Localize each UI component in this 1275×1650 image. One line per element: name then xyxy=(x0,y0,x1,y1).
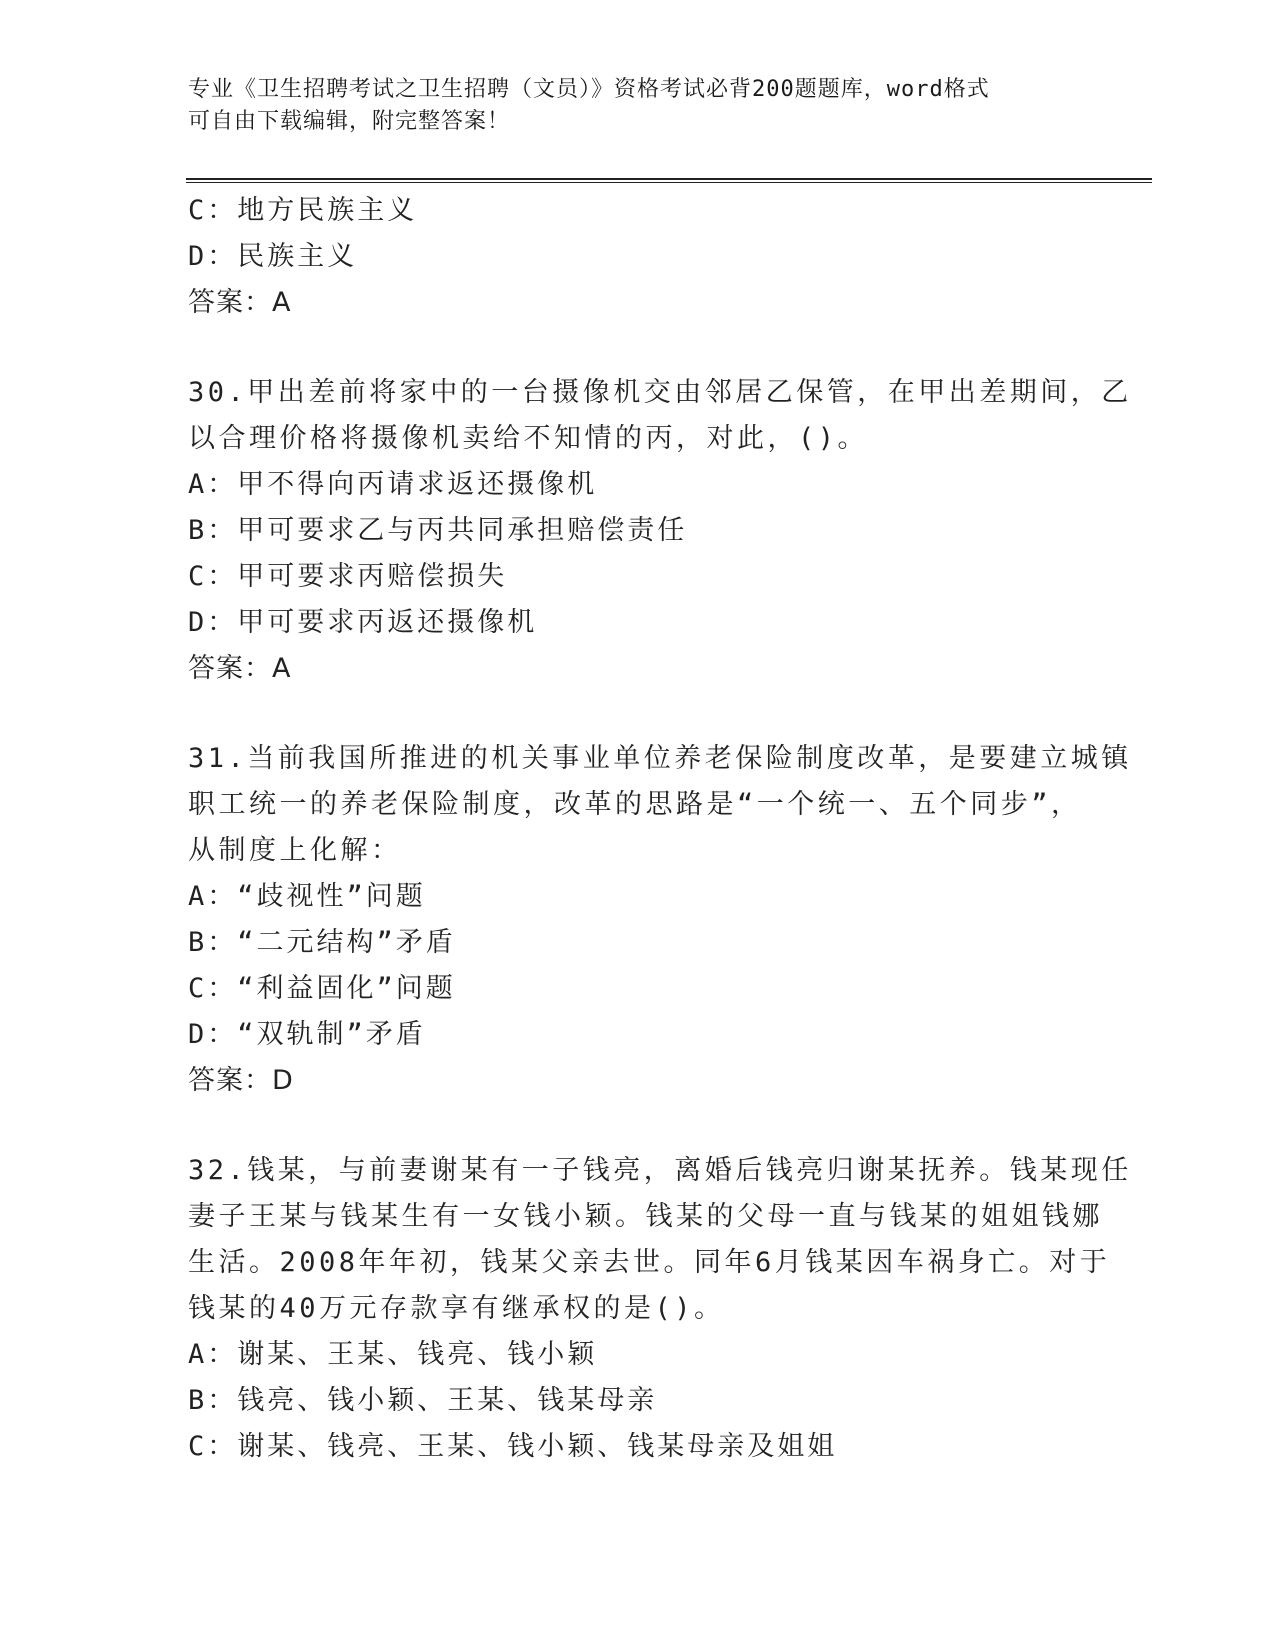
question-text xyxy=(188,1148,1132,1332)
question-text-line: 以合理价格将摄像机卖给不知情的丙，对此，()。 xyxy=(188,423,869,454)
header-line-2: 可自由下载编辑，附完整答案！ xyxy=(188,109,511,134)
question-text-line: 生活。2008年年初，钱某父亲去世。同年6月钱某因车祸身亡。对于 xyxy=(188,1247,1111,1278)
question-text-line: 妻子王某与钱某生有一女钱小颖。钱某的父母一直与钱某的姐姐钱娜 xyxy=(188,1201,1103,1232)
option-a: A：“歧视性”问题 xyxy=(188,881,426,912)
answer: 答案：A xyxy=(188,653,292,684)
question-31 xyxy=(188,736,1132,1104)
option-c: C：谢某、钱亮、王某、钱小颖、钱某母亲及姐姐 xyxy=(188,1431,838,1462)
question-text xyxy=(188,736,1132,874)
option-b: B：甲可要求乙与丙共同承担赔偿责任 xyxy=(188,515,688,546)
answer: 答案：A xyxy=(188,287,292,318)
question-text xyxy=(188,370,1132,462)
header-line-1: 专业《卫生招聘考试之卫生招聘（文员）》资格考试必背200题题库，word格式 xyxy=(188,77,990,102)
answer: 答案：D xyxy=(188,1065,294,1096)
question-text-line: 32.钱某，与前妻谢某有一子钱亮，离婚后钱亮归谢某抚养。钱某现任 xyxy=(188,1155,1132,1186)
option-c: C：甲可要求丙赔偿损失 xyxy=(188,561,508,592)
option-d: D：民族主义 xyxy=(188,241,358,272)
question-text-line: 钱某的40万元存款享有继承权的是()。 xyxy=(188,1293,725,1324)
header-divider xyxy=(186,178,1152,183)
page-header xyxy=(188,74,1068,138)
question-list xyxy=(188,188,1132,1470)
question-text-line: 30.甲出差前将家中的一台摄像机交由邻居乙保管，在甲出差期间，乙 xyxy=(188,377,1132,408)
question-29-continued xyxy=(188,188,1088,326)
option-c: C：地方民族主义 xyxy=(188,195,418,226)
question-text-line: 职工统一的养老保险制度，改革的思路是“一个统一、五个同步”， xyxy=(188,789,1082,820)
option-b: B：钱亮、钱小颖、王某、钱某母亲 xyxy=(188,1385,658,1416)
option-b: B：“二元结构”矛盾 xyxy=(188,927,456,958)
option-d: D：甲可要求丙返还摄像机 xyxy=(188,607,538,638)
option-d: D：“双轨制”矛盾 xyxy=(188,1019,426,1050)
option-c: C：“利益固化”问题 xyxy=(188,973,456,1004)
question-30 xyxy=(188,370,1132,692)
question-text-line: 31.当前我国所推进的机关事业单位养老保险制度改革，是要建立城镇 xyxy=(188,743,1132,774)
option-a: A：谢某、王某、钱亮、钱小颖 xyxy=(188,1339,598,1370)
option-a: A：甲不得向丙请求返还摄像机 xyxy=(188,469,598,500)
question-32 xyxy=(188,1148,1132,1470)
question-text-line: 从制度上化解： xyxy=(188,835,402,866)
